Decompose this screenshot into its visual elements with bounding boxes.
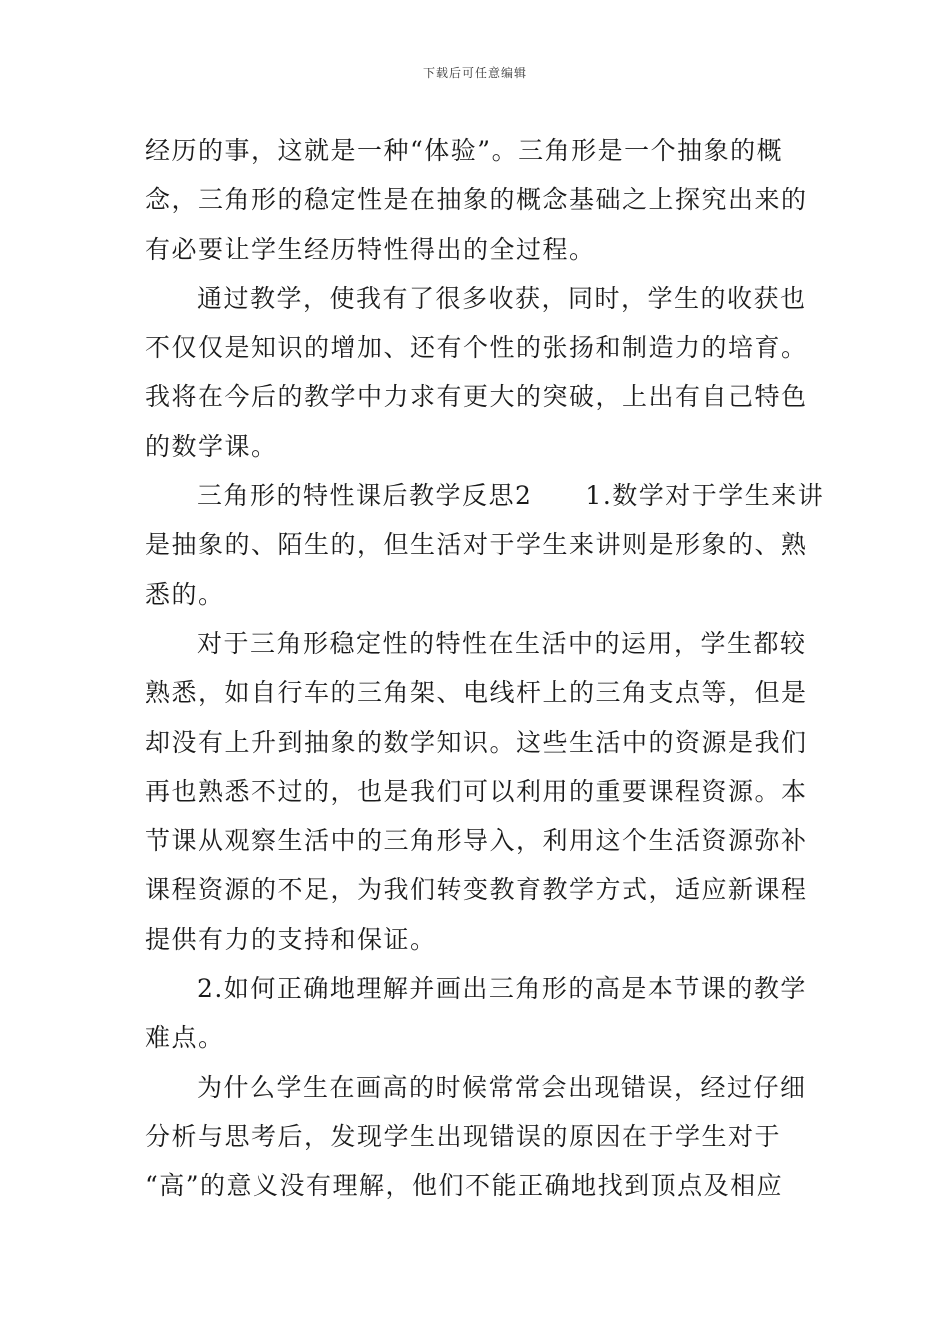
paragraph-start-line: 为什么学生在画高的时候常常会出现错误，经过仔细 [197,1072,807,1102]
text-line: 提供有力的支持和保证。 [145,924,437,954]
text-line: 课程资源的不足，为我们转变教育教学方式，适应新课程 [145,875,808,905]
text-line: 难点。 [145,1023,225,1053]
text-line: 经历的事，这就是一种“体验”。三角形是一个抽象的概 [145,136,784,165]
paragraph-start-line: 通过教学，使我有了很多收获，同时，学生的收获也 [197,283,807,313]
text-line: 熟悉，如自行车的三角架、电线杆上的三角支点等，但是 [145,678,808,708]
text-line: 的数学课。 [145,431,278,461]
text-line: 节课从观察生活中的三角形导入，利用这个生活资源弥补 [145,826,808,856]
text-line: 不仅仅是知识的增加、还有个性的张扬和制造力的培育。 [145,333,808,363]
text-line: “高”的意义没有理解，他们不能正确地找到顶点及相应 [145,1171,784,1201]
document-body [145,126,825,1211]
paragraph-start-line: 三角形的特性课后教学反思2 1.数学对于学生来讲 [197,481,825,511]
text-line: 悉的。 [145,579,225,609]
text-line: 再也熟悉不过的，也是我们可以利用的重要课程资源。本 [145,776,808,806]
text-line: 有必要让学生经历特性得出的全过程。 [145,234,596,264]
text-line: 我将在今后的教学中力求有更大的突破，上出有自己特色 [145,382,808,412]
text-line: 却没有上升到抽象的数学知识。这些生活中的资源是我们 [145,727,808,757]
text-line: 念，三角形的稳定性是在抽象的概念基础之上探究出来的 [145,185,808,215]
text-line: 分析与思考后，发现学生出现错误的原因在于学生对于 [145,1121,782,1151]
paragraph-start-line: 对于三角形稳定性的特性在生活中的运用，学生都较 [197,628,807,658]
paragraph-start-line: 2.如何正确地理解并画出三角形的高是本节课的教学 [197,974,807,1004]
page-header-note: 下载后可任意编辑 [422,66,527,80]
text-line: 是抽象的、陌生的，但生活对于学生来讲则是形象的、熟 [145,530,808,560]
